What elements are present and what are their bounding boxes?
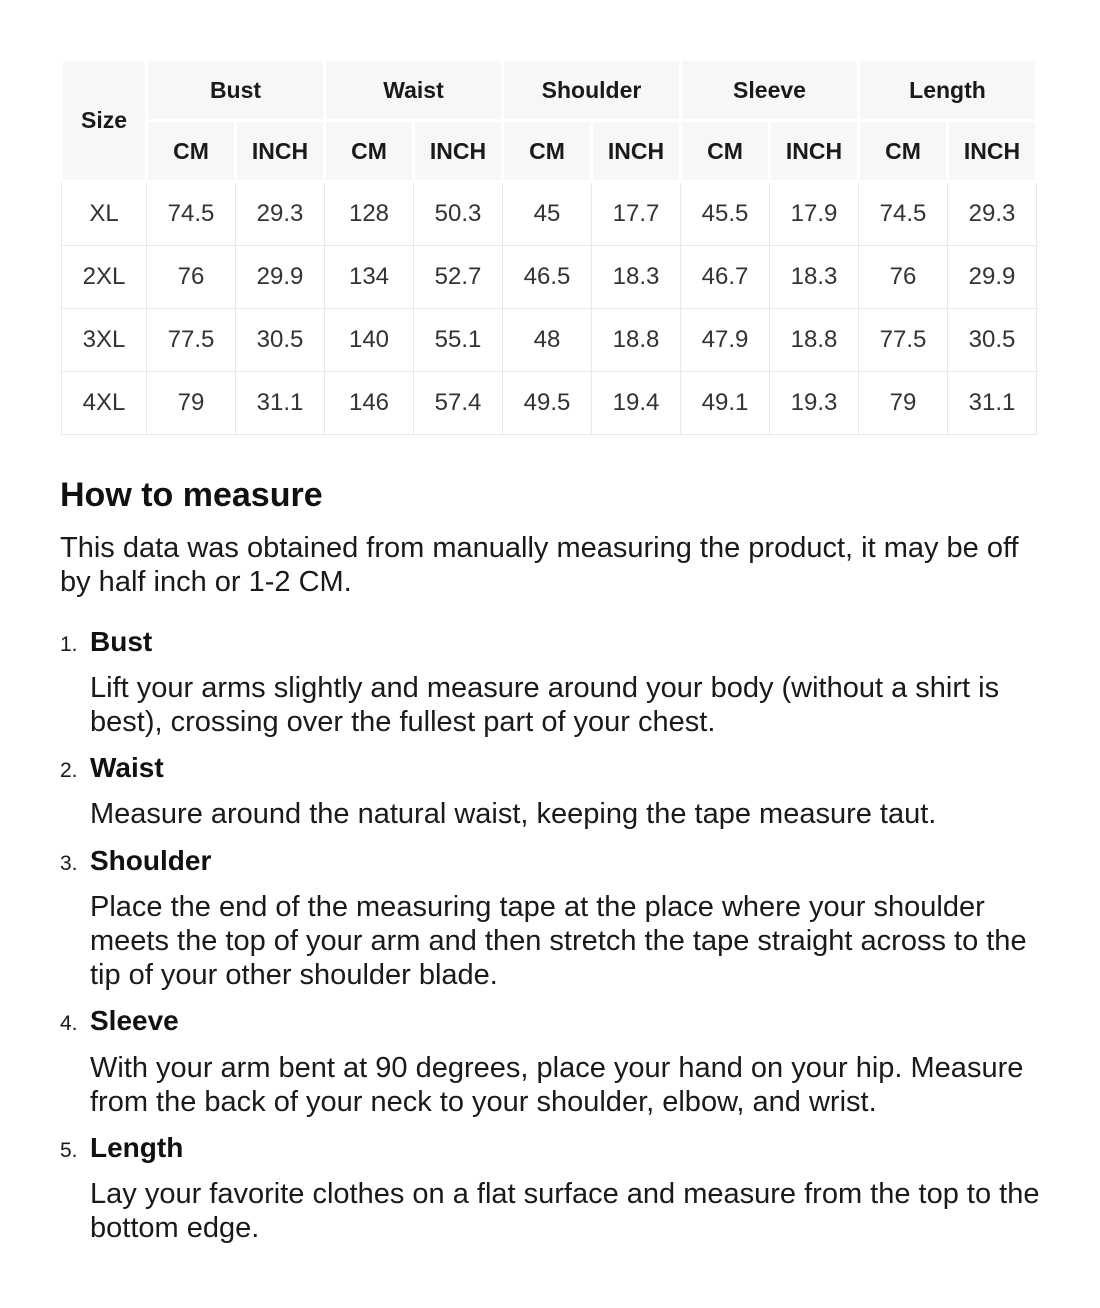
measurement-cell: 76 — [859, 246, 948, 309]
step-description: With your arm bent at 90 degrees, place your hand on your hip. Measure from the back of your neck to your shoulder, elbow, and wrist. — [90, 1051, 1024, 1118]
step-description: Lift your arms slightly and measure around your body (without a shirt is best), crossing over the fullest part of your chest. — [90, 671, 1000, 738]
unit-header: CM — [859, 121, 948, 182]
measurement-cell: 77.5 — [147, 309, 236, 372]
measurement-cell: 134 — [325, 246, 414, 309]
step-term-shoulder: Shoulder — [90, 844, 212, 876]
step-body — [90, 752, 1050, 831]
size-chart-body — [62, 182, 1037, 435]
step-term-sleeve: Sleeve — [90, 1005, 179, 1037]
step-body — [90, 626, 1050, 740]
unit-header: CM — [147, 121, 236, 182]
unit-header: INCH — [770, 121, 859, 182]
list-item-length — [60, 1132, 1050, 1246]
size-column-header: Size — [62, 60, 147, 182]
step-number: 3. — [60, 851, 78, 875]
measurement-cell: 79 — [147, 372, 236, 435]
step-number: 5. — [60, 1139, 78, 1163]
measurement-cell: 19.3 — [770, 372, 859, 435]
size-cell: XL — [62, 182, 147, 246]
unit-header: INCH — [592, 121, 681, 182]
measurement-cell: 77.5 — [859, 309, 948, 372]
measurement-cell: 128 — [325, 182, 414, 246]
list-item-waist — [60, 752, 1050, 831]
measurement-cell: 49.1 — [681, 372, 770, 435]
unit-header: CM — [503, 121, 592, 182]
table-row-xl — [62, 182, 1037, 246]
measure-disclaimer-text: This data was obtained from manually measuring the product, it may be off by half inch or 1-2 CM. — [60, 532, 1019, 599]
table-row-3xl — [62, 309, 1037, 372]
measurement-cell: 29.9 — [948, 246, 1037, 309]
table-row-2xl — [62, 246, 1037, 309]
step-term-waist: Waist — [90, 752, 164, 784]
measurement-cell: 74.5 — [859, 182, 948, 246]
measurement-cell: 18.3 — [770, 246, 859, 309]
measurement-cell: 57.4 — [414, 372, 503, 435]
measurement-cell: 46.7 — [681, 246, 770, 309]
measurement-cell: 45.5 — [681, 182, 770, 246]
measurement-cell: 29.9 — [236, 246, 325, 309]
column-group-length: Length — [859, 60, 1037, 121]
unit-header: CM — [325, 121, 414, 182]
step-body — [90, 845, 1050, 993]
unit-header: INCH — [236, 121, 325, 182]
column-group-sleeve: Sleeve — [681, 60, 859, 121]
step-description: Measure around the natural waist, keeping the tape measure taut. — [90, 798, 937, 831]
measurement-cell: 52.7 — [414, 246, 503, 309]
step-number: 1. — [60, 632, 78, 656]
size-cell: 4XL — [62, 372, 147, 435]
measurement-cell: 76 — [147, 246, 236, 309]
measure-steps-list — [60, 626, 1050, 1246]
column-group-bust: Bust — [147, 60, 325, 121]
measurement-cell: 17.7 — [592, 182, 681, 246]
size-cell: 2XL — [62, 246, 147, 309]
measurement-cell: 29.3 — [236, 182, 325, 246]
column-group-row — [62, 60, 1037, 121]
list-item-shoulder — [60, 845, 1050, 993]
step-number: 4. — [60, 1012, 78, 1036]
measurement-cell: 45 — [503, 182, 592, 246]
step-body — [90, 1005, 1050, 1119]
step-term-length: Length — [90, 1132, 184, 1164]
step-number: 2. — [60, 759, 78, 783]
measurement-cell: 146 — [325, 372, 414, 435]
column-group-waist: Waist — [325, 60, 503, 121]
step-description: Place the end of the measuring tape at the place where your shoulder meets the top of your arm and then stretch the tape straight across to the tip of your other shoulder blade. — [90, 890, 1027, 992]
measurement-cell: 46.5 — [503, 246, 592, 309]
unit-header: INCH — [948, 121, 1037, 182]
measurement-cell: 18.8 — [770, 309, 859, 372]
size-chart-header — [62, 60, 1037, 182]
measurement-cell: 48 — [503, 309, 592, 372]
unit-header-row — [62, 121, 1037, 182]
step-description: Lay your favorite clothes on a flat surface and measure from the top to the bottom edge. — [90, 1178, 1040, 1245]
measurement-cell: 47.9 — [681, 309, 770, 372]
measurement-cell: 31.1 — [948, 372, 1037, 435]
measurement-cell: 29.3 — [948, 182, 1037, 246]
measurement-cell: 74.5 — [147, 182, 236, 246]
measurement-cell: 17.9 — [770, 182, 859, 246]
list-item-bust — [60, 626, 1050, 740]
measurement-cell: 140 — [325, 309, 414, 372]
unit-header: INCH — [414, 121, 503, 182]
measurement-cell: 49.5 — [503, 372, 592, 435]
measurement-cell: 55.1 — [414, 309, 503, 372]
measurement-cell: 79 — [859, 372, 948, 435]
measurement-cell: 30.5 — [948, 309, 1037, 372]
step-term-bust: Bust — [90, 625, 153, 657]
column-group-shoulder: Shoulder — [503, 60, 681, 121]
measurement-cell: 30.5 — [236, 309, 325, 372]
unit-header: CM — [681, 121, 770, 182]
measurement-cell: 19.4 — [592, 372, 681, 435]
list-item-sleeve — [60, 1005, 1050, 1119]
table-row-4xl — [62, 372, 1037, 435]
measurement-cell: 31.1 — [236, 372, 325, 435]
measurement-cell: 18.3 — [592, 246, 681, 309]
how-to-measure-title: How to measure — [60, 476, 323, 514]
size-cell: 3XL — [62, 309, 147, 372]
measurement-cell: 50.3 — [414, 182, 503, 246]
size-chart-table — [60, 58, 1038, 435]
step-body — [90, 1132, 1050, 1246]
measurement-cell: 18.8 — [592, 309, 681, 372]
